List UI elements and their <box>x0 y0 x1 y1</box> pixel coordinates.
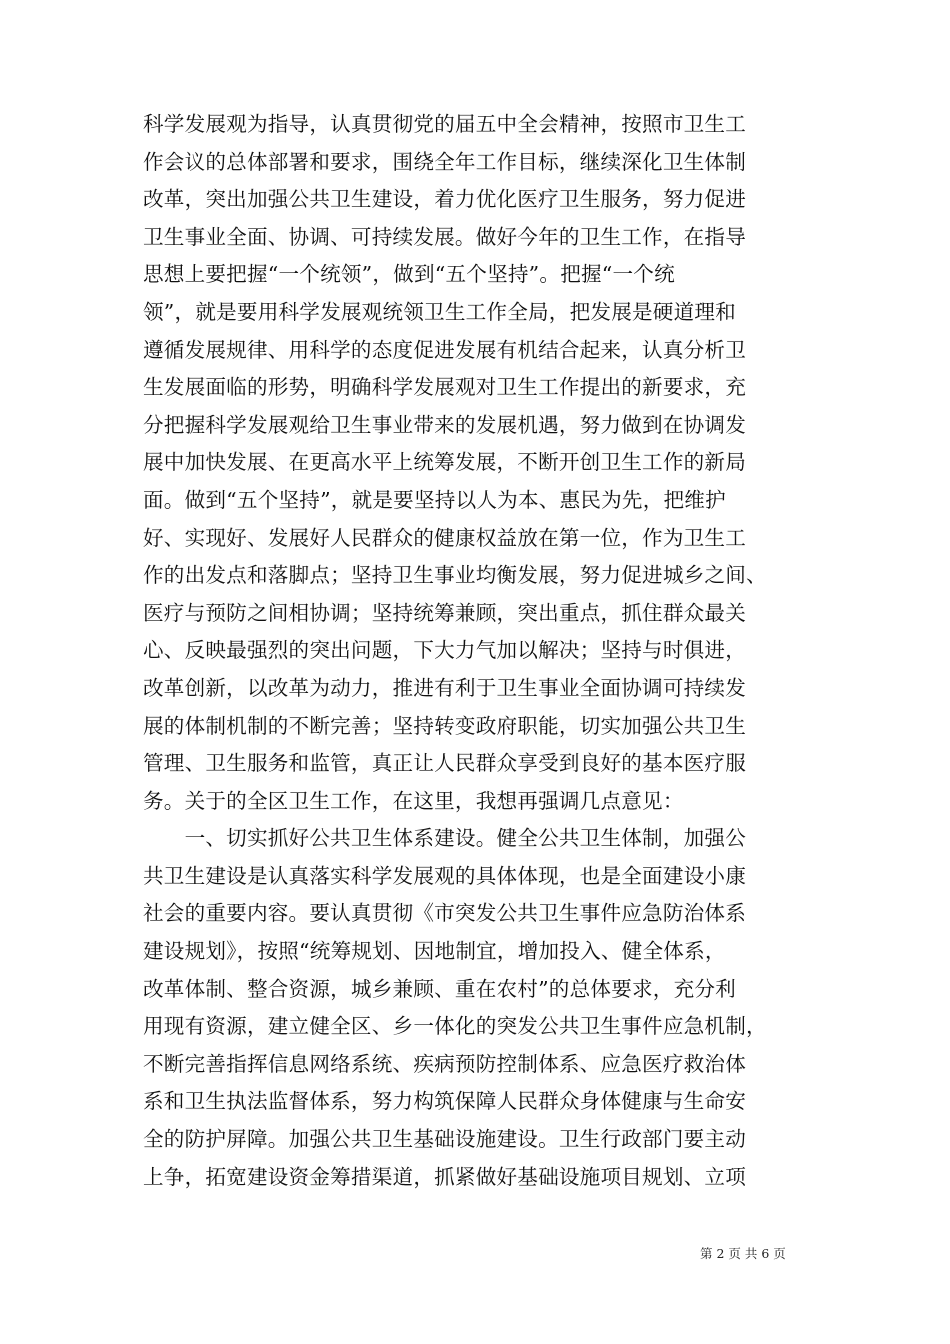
text-line: 不断完善指挥信息网络系统、疾病预防控制体系、应急医疗救治体 <box>143 1051 747 1076</box>
page-number: 第 2 页 共 6 页 <box>700 1246 786 1261</box>
text-line: 遵循发展规律、用科学的态度促进发展有机结合起来，认真分析卫 <box>143 337 747 362</box>
body-text <box>143 106 823 1196</box>
text-line: 系和卫生执法监督体系，努力构筑保障人民群众身体健康与生命安 <box>143 1089 747 1114</box>
text-line: 医疗与预防之间相协调；坚持统筹兼顾，突出重点，抓住群众最关 <box>143 600 747 625</box>
text-line: 建设规划》，按照“统筹规划、因地制宜，增加投入、健全体系， <box>143 939 726 964</box>
text-line: 分把握科学发展观给卫生事业带来的发展机遇，努力做到在协调发 <box>143 412 747 437</box>
text-line: 卫生事业全面、协调、可持续发展。做好今年的卫生工作，在指导 <box>143 224 747 249</box>
text-line: 面。做到“五个坚持”，就是要坚持以人为本、惠民为先，把维护 <box>143 487 726 512</box>
text-line: 好、实现好、发展好人民群众的健康权益放在第一位，作为卫生工 <box>143 525 747 550</box>
text-line: 思想上要把握“一个统领”，做到“五个坚持”。把握“一个统 <box>143 262 675 287</box>
text-line: 务。关于的全区卫生工作，在这里，我想再强调几点意见： <box>143 788 684 813</box>
text-line: 社会的重要内容。要认真贯彻《市突发公共卫生事件应急防治体系 <box>143 901 747 926</box>
text-line: 科学发展观为指导，认真贯彻党的届五中全会精神，按照市卫生工 <box>143 112 747 136</box>
text-line: 生发展面临的形势，明确科学发展观对卫生工作提出的新要求，充 <box>143 375 747 400</box>
text-line: 心、反映最强烈的突出问题，下大力气加以解决；坚持与时俱进， <box>143 638 747 663</box>
text-line: 管理、卫生服务和监管，真正让人民群众享受到良好的基本医疗服 <box>143 751 747 776</box>
text-line: 作的出发点和落脚点；坚持卫生事业均衡发展，努力促进城乡之间、 <box>143 563 767 588</box>
text-line: 共卫生建设是认真落实科学发展观的具体体现，也是全面建设小康 <box>143 863 747 888</box>
text-line: 领”，就是要用科学发展观统领卫生工作全局，把发展是硬道理和 <box>143 299 736 324</box>
text-line: 展中加快发展、在更高水平上统筹发展，不断开创卫生工作的新局 <box>143 450 747 475</box>
text-line: 上争，拓宽建设资金筹措渠道，抓紧做好基础设施项目规划、立项 <box>143 1164 747 1189</box>
text-line: 全的防护屏障。加强公共卫生基础设施建设。卫生行政部门要主动 <box>143 1127 747 1152</box>
text-line: 作会议的总体部署和要求，围绕全年工作目标，继续深化卫生体制 <box>143 149 747 174</box>
text-line: 改革，突出加强公共卫生建设，着力优化医疗卫生服务，努力促进 <box>143 187 747 212</box>
text-line: 用现有资源，建立健全区、乡一体化的突发公共卫生事件应急机制， <box>143 1014 767 1039</box>
text-line: 一、切实抓好公共卫生体系建设。健全公共卫生体制，加强公 <box>143 826 747 851</box>
text-line: 展的体制机制的不断完善；坚持转变政府职能，切实加强公共卫生 <box>143 713 747 738</box>
text-line: 改革创新，以改革为动力，推进有利于卫生事业全面协调可持续发 <box>143 675 747 700</box>
text-line: 改革体制、整合资源，城乡兼顾、重在农村”的总体要求，充分利 <box>143 976 736 1001</box>
